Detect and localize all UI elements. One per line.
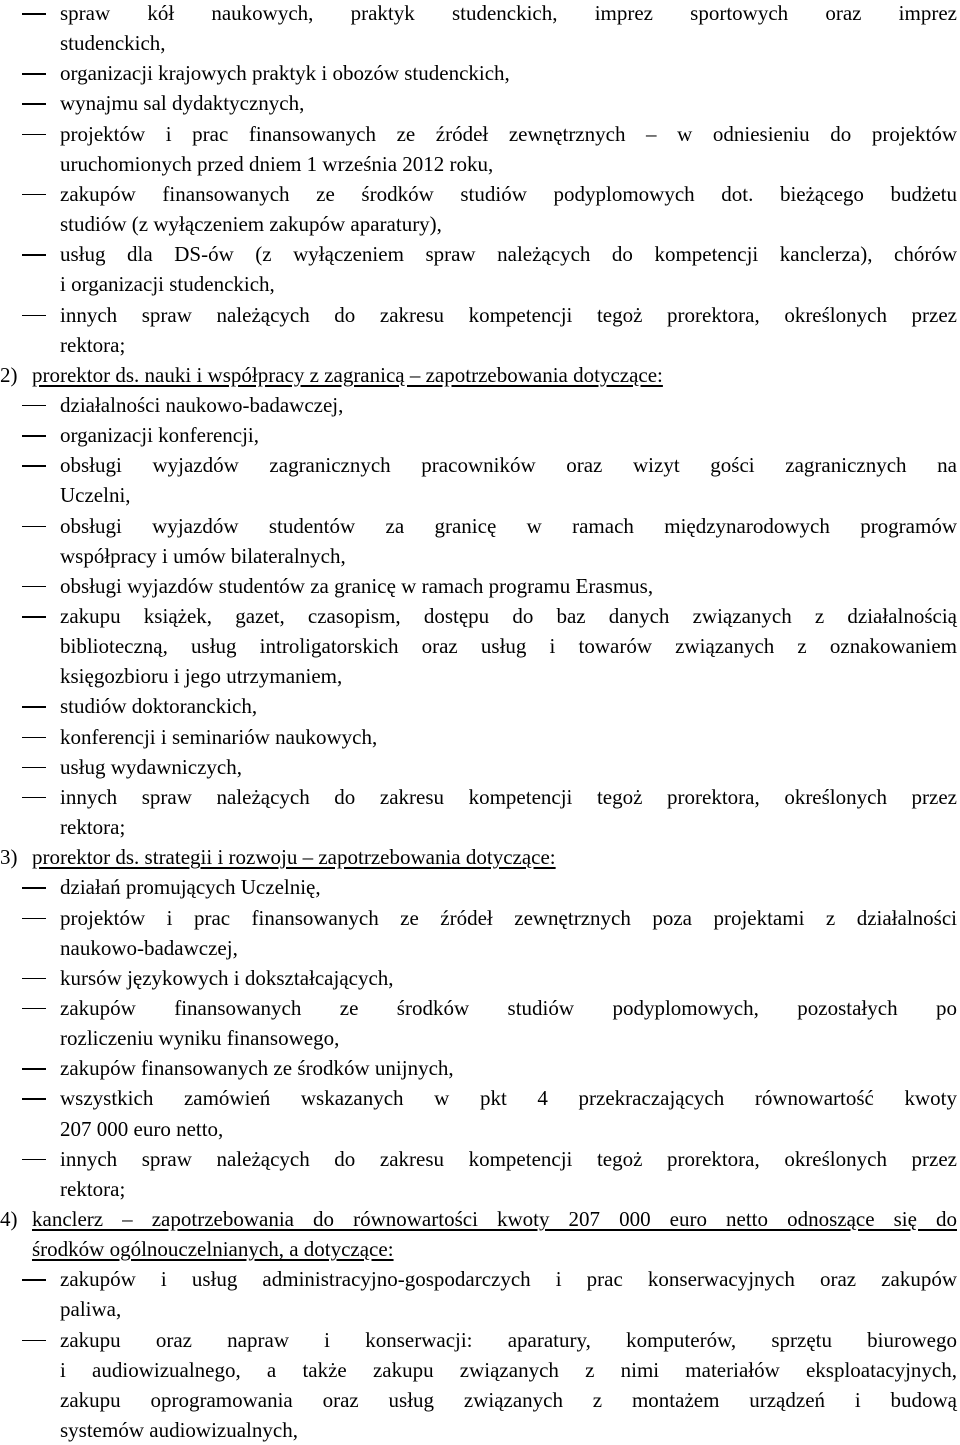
list-item-text: spraw kół naukowych, praktyk studenckich, imprez sportowych oraz imprez: [60, 1, 957, 25]
em-dash-bullet: [22, 315, 46, 317]
list-item-text: studiów (z wyłączeniem zakupów aparatury),: [60, 212, 442, 237]
list-item-text: działań promujących Uczelnię,: [60, 875, 321, 900]
em-dash-bullet: [22, 254, 46, 256]
list-item-text: projektów i prac finansowanych ze źródeł zewnętrznych poza projektami z działalności: [60, 905, 957, 930]
em-dash-bullet: [22, 103, 46, 105]
em-dash-bullet: [22, 737, 46, 739]
em-dash-bullet: [22, 616, 46, 618]
list-item-text: studenckich,: [60, 31, 166, 56]
em-dash-bullet: [22, 767, 46, 769]
list-item-text: studiów doktoranckich,: [60, 694, 258, 719]
list-item-text: zakupów i usług administracyjno-gospodarczych i prac konserwacyjnych oraz zakupów: [60, 1267, 957, 1292]
list-item-text: biblioteczną, usług introligatorskich oraz usług i towarów związanych z oznakowaniem: [60, 634, 957, 659]
section-title: prorektor ds. strategii i rozwoju – zapotrzebowania dotyczące:: [32, 845, 556, 870]
em-dash-bullet: [22, 1279, 46, 1281]
list-item-text: zakupu oraz napraw i konserwacji: aparatury, komputerów, sprzętu biurowego: [60, 1327, 957, 1352]
list-item-text: usług wydawniczych,: [60, 754, 242, 779]
list-item-text: konferencji i seminariów naukowych,: [60, 724, 378, 749]
list-item-text: 207 000 euro netto,: [60, 1116, 224, 1141]
section-title: prorektor ds. nauki i współpracy z zagranicą – zapotrzebowania dotyczące:: [32, 362, 663, 387]
em-dash-bullet: [22, 1008, 46, 1010]
em-dash-bullet: [22, 706, 46, 708]
list-item-text: uruchomionych przed dniem 1 września 2012 roku,: [60, 151, 494, 176]
em-dash-bullet: [22, 73, 46, 75]
section-title: środków ogólnouczelnianych, a dotyczące:: [32, 1237, 394, 1262]
list-item-text: obsługi wyjazdów zagranicznych pracowników oraz wizyt gości zagranicznych na: [60, 453, 957, 478]
list-item-text: systemów audiowizualnych,: [60, 1418, 298, 1443]
list-item-text: wynajmu sal dydaktycznych,: [60, 91, 305, 116]
em-dash-bullet: [22, 918, 46, 920]
section-number: 3): [0, 845, 18, 870]
list-item-text: obsługi wyjazdów studentów za granicę w ramach programu Erasmus,: [60, 573, 654, 598]
list-item-text: innych spraw należących do zakresu kompetencji tegoż prorektora, określonych przez: [60, 302, 957, 327]
list-item-text: rozliczeniu wyniku finansowego,: [60, 1026, 340, 1051]
em-dash-bullet: [22, 1340, 46, 1342]
list-item-text: księgozbioru i jego utrzymaniem,: [60, 664, 343, 689]
list-item-text: i organizacji studenckich,: [60, 272, 275, 297]
em-dash-bullet: [22, 887, 46, 889]
list-item-text: naukowo-badawczej,: [60, 935, 238, 960]
list-item-text: rektora;: [60, 815, 126, 840]
list-item-text: zakupów finansowanych ze środków studiów podyplomowych, pozostałych po: [60, 995, 957, 1020]
section-number: 2): [0, 362, 18, 387]
em-dash-bullet: [22, 1068, 46, 1070]
em-dash-bullet: [22, 797, 46, 799]
em-dash-bullet: [22, 1159, 46, 1161]
list-item-text: współpracy i umów bilateralnych,: [60, 543, 346, 568]
list-item-text: usług dla DS-ów (z wyłączeniem spraw należących do kompetencji kanclerza), chórów: [60, 242, 957, 267]
em-dash-bullet: [22, 978, 46, 980]
list-item-text: i audiowizualnego, a także zakupu związanych z nimi materiałów eksploatacyjnych,: [60, 1357, 957, 1382]
em-dash-bullet: [22, 13, 46, 15]
list-item-text: paliwa,: [60, 1297, 122, 1322]
list-item-text: zakupów finansowanych ze środków studiów podyplomowych dot. bieżącego budżetu: [60, 181, 957, 206]
list-item-text: innych spraw należących do zakresu kompetencji tegoż prorektora, określonych przez: [60, 784, 957, 809]
em-dash-bullet: [22, 435, 46, 437]
list-item-text: wszystkich zamówień wskazanych w pkt 4 przekraczających równowartość kwoty: [60, 1086, 957, 1111]
em-dash-bullet: [22, 1098, 46, 1100]
list-item-text: organizacji krajowych praktyk i obozów studenckich,: [60, 61, 510, 86]
list-item-text: zakupu książek, gazet, czasopism, dostępu do baz danych związanych z działalnością: [60, 604, 957, 628]
em-dash-bullet: [22, 134, 46, 136]
list-item-text: kursów językowych i dokształcających,: [60, 965, 394, 990]
em-dash-bullet: [22, 194, 46, 196]
list-item-text: rektora;: [60, 1176, 126, 1201]
em-dash-bullet: [22, 465, 46, 467]
list-item-text: projektów i prac finansowanych ze źródeł zewnętrznych – w odniesieniu do projektów: [60, 121, 957, 146]
list-item-text: rektora;: [60, 332, 126, 357]
list-item-text: obsługi wyjazdów studentów za granicę w ramach międzynarodowych programów: [60, 513, 957, 538]
em-dash-bullet: [22, 586, 46, 588]
list-item-text: zakupów finansowanych ze środków unijnych,: [60, 1056, 454, 1081]
list-item-text: organizacji konferencji,: [60, 423, 260, 448]
em-dash-bullet: [22, 405, 46, 407]
section-title: kanclerz – zapotrzebowania do równowartości kwoty 207 000 euro netto odnoszące się do: [32, 1207, 957, 1231]
list-item-text: zakupu oprogramowania oraz usług związanych z montażem urządzeń i budową: [60, 1387, 957, 1412]
list-item-text: działalności naukowo-badawczej,: [60, 392, 344, 417]
section-number: 4): [0, 1207, 18, 1231]
list-item-text: innych spraw należących do zakresu kompetencji tegoż prorektora, określonych przez: [60, 1146, 957, 1171]
list-item-text: Uczelni,: [60, 483, 131, 508]
em-dash-bullet: [22, 526, 46, 528]
